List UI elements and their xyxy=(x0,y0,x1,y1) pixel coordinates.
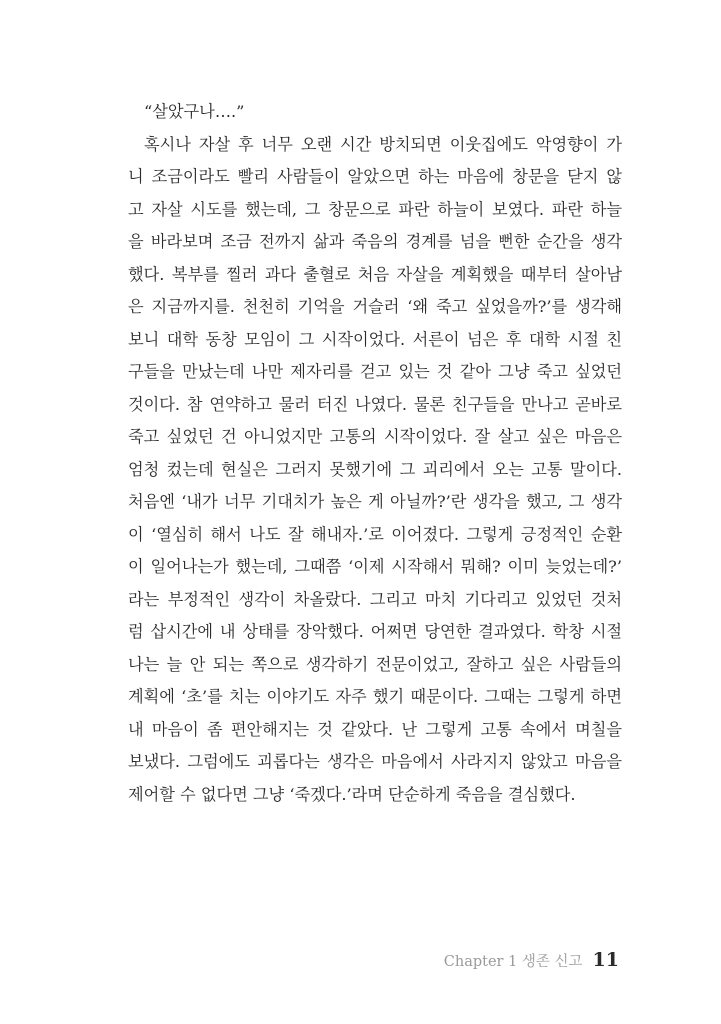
text-line: 보니 대학 동창 모임이 그 시작이었다. 서른이 넘은 후 대학 시절 친 xyxy=(128,329,622,349)
text-line: 나는 늘 안 되는 쪽으로 생각하기 전문이었고, 잘하고 싶은 사람들의 xyxy=(128,654,622,674)
text-line: 보냈다. 그럼에도 괴롭다는 생각은 마음에서 사라지지 않았고 마음을 xyxy=(128,752,622,771)
text-line: 내 마음이 좀 편안해지는 것 같았다. 난 그렇게 고통 속에서 며칠을 xyxy=(128,719,622,739)
text-line: 니 조금이라도 빨리 사람들이 알았으면 하는 마음에 창문을 닫지 않 xyxy=(128,167,622,186)
page-footer xyxy=(444,944,619,976)
text-line: 엄청 컸는데 현실은 그러지 못했기에 그 괴리에서 오는 고통 말이다. xyxy=(128,459,622,479)
text-line: 이 일어나는가 했는데, 그때쯤 ‘이제 시작해서 뭐해? 이미 늦었는데?’ xyxy=(128,557,622,576)
page-number: 11 xyxy=(592,949,619,971)
running-head: Chapter 1 생존 신고 xyxy=(443,954,583,970)
text-line: 이 ‘열심히 해서 나도 잘 해내자.’로 이어졌다. 그렇게 긍정적인 순환 xyxy=(128,524,622,544)
body-text xyxy=(128,96,622,811)
text-line: 럼 삽시간에 내 상태를 장악했다. 어쩌면 당연한 결과였다. 학창 시절 xyxy=(128,622,622,641)
text-line: 처음엔 ‘내가 너무 기대치가 높은 게 아닐까?’란 생각을 했고, 그 생각 xyxy=(128,492,622,511)
text-line: 구들을 만났는데 나만 제자리를 걷고 있는 것 같아 그냥 죽고 싶었던 xyxy=(128,362,622,381)
text-line: 고 자살 시도를 했는데, 그 창문으로 파란 하늘이 보였다. 파란 하늘 xyxy=(128,199,622,219)
text-line: 혹시나 자살 후 너무 오랜 시간 방치되면 이웃집에도 악영향이 가 xyxy=(144,134,622,154)
text-line: 제어할 수 없다면 그냥 ‘죽겠다.’라며 단순하게 죽음을 결심했다. xyxy=(128,784,576,804)
text-line: 것이다. 참 연약하고 물러 터진 나였다. 물론 친구들을 만나고 곧바로 xyxy=(128,394,622,414)
text-line: 계획에 ‘초’를 치는 이야기도 자주 했기 때문이다. 그때는 그렇게 하면 xyxy=(128,687,622,706)
text-line: 죽고 싶었던 건 아니었지만 고통의 시작이었다. 잘 살고 싶은 마음은 xyxy=(128,427,622,446)
text-line: 라는 부정적인 생각이 차올랐다. 그리고 마치 기다리고 있었던 것처 xyxy=(128,589,622,609)
text-line: “살았구나….” xyxy=(144,102,245,121)
text-line: 은 지금까지를. 천천히 기억을 거슬러 ‘왜 죽고 싶었을까?’를 생각해 xyxy=(128,297,622,316)
text-line: 했다. 복부를 찔러 과다 출혈로 처음 자살을 계획했을 때부터 살아남 xyxy=(128,264,622,284)
text-line: 을 바라보며 조금 전까지 삶과 죽음의 경계를 넘을 뻔한 순간을 생각 xyxy=(128,232,622,251)
